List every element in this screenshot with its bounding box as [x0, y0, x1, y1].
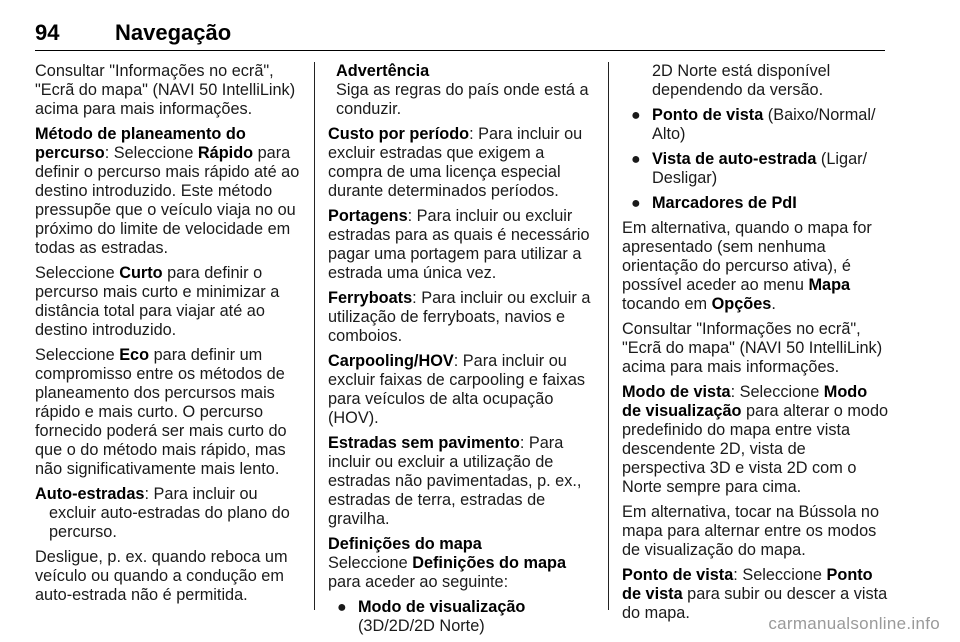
paragraph: Em alternativa, quando o mapa for apresentado (sem nenhuma orientação do percurso ativa), é possível aceder ao menu Mapa tocando em Opções.	[622, 219, 872, 313]
list-item	[622, 194, 890, 213]
term: Ponto de vista	[652, 106, 764, 124]
watermark: carmanualsonline.info	[768, 614, 940, 633]
paragraph: Portagens: Para incluir ou excluir estradas para as quais é necessário pagar uma portagem para utilizar a estrada uma única vez.	[328, 207, 590, 282]
page-header	[35, 0, 885, 51]
column-divider-2	[608, 62, 609, 610]
paragraph: Consultar "Informações no ecrã", "Ecrã do mapa" (NAVI 50 IntelliLink) acima para mais informações.	[622, 320, 883, 376]
term: Vista de auto-estrada	[652, 150, 817, 168]
paragraph: Ferryboats: Para incluir ou excluir a utilização de ferryboats, navios e comboios.	[328, 289, 591, 345]
option-name: Modo de visualização	[622, 383, 868, 420]
menu-name: Mapa	[808, 276, 851, 294]
section-title: Navegação	[115, 20, 232, 45]
paragraph: Desligue, p. ex. quando reboca um veículo ou quando a condução em auto-estrada não é permitida.	[35, 548, 288, 604]
paragraph: Custo por período: Para incluir ou excluir estradas que exigem a compra de uma licença especial durante determinados períodos.	[328, 125, 583, 200]
bullet-icon: ●	[631, 195, 641, 212]
bullet-icon: ●	[631, 107, 641, 124]
term: Custo por período	[328, 125, 470, 143]
paragraph: Método de planeamento do percurso: Seleccione Rápido para definir o percurso mais rápido até ao destino introduzido. Este método pressupõe que o veículo viaja no ou próximo do limite de velocidade em todas as estradas.	[35, 125, 300, 257]
list-item-continuation: 2D Norte está disponível dependendo da versão.	[652, 62, 831, 99]
column-2	[328, 62, 594, 642]
term: Marcadores de PdI	[652, 194, 797, 212]
term: Portagens	[328, 207, 408, 225]
paragraph: Seleccione Curto para definir o percurso mais curto e minimizar a distância total para viajar até ao destino introduzido.	[35, 264, 280, 339]
term: Carpooling/HOV	[328, 352, 454, 370]
paragraph: Seleccione Definições do mapa para aceder ao seguinte:	[328, 554, 566, 591]
term: Modo de vista	[622, 383, 731, 401]
subsection-title: Definições do mapa	[328, 535, 482, 553]
option-name: Curto	[119, 264, 163, 282]
paragraph: Modo de vista: Seleccione Modo de visualização para alterar o modo predefinido do mapa entre vista descendente 2D, vista de perspectiva 3D e vista 2D com o Norte sempre para cima.	[622, 383, 889, 496]
term: Modo de visualização	[358, 598, 526, 616]
list-item: ● Ponto de vista (Baixo/Normal/ Alto)	[631, 106, 876, 143]
term: Estradas sem pavimento	[328, 434, 520, 452]
menu-name: Opções	[711, 295, 772, 313]
option-name: Rápido	[197, 144, 254, 162]
list-item: ● Vista de auto-estrada (Ligar/ Desligar)	[631, 150, 868, 187]
paragraph: Consultar "Informações no ecrã", "Ecrã do mapa" (NAVI 50 IntelliLink) acima para mais informações.	[35, 62, 296, 118]
warning-title: Advertência	[336, 62, 430, 80]
bullet-icon: ●	[337, 599, 347, 616]
paragraph: Em alternativa, tocar na Bússola no mapa para alternar entre os modos de visualização do mapa.	[622, 503, 880, 559]
term: Método de planeamento do percurso	[35, 125, 246, 162]
menu-name: Definições do mapa	[412, 554, 566, 572]
list-item: ● Modo de visualização (3D/2D/2D Norte)	[337, 598, 526, 635]
term: Ponto de vista	[622, 566, 734, 584]
paragraph: Ponto de vista: Seleccione Ponto de vista para subir ou descer a vista do mapa.	[622, 566, 888, 622]
paragraph: Auto-estradas: Para incluir ou excluir auto-estradas do plano do percurso.	[35, 485, 290, 541]
column-3	[622, 62, 890, 629]
column-divider-1	[314, 62, 315, 610]
term: Ferryboats	[328, 289, 413, 307]
column-1	[35, 62, 300, 611]
term: Auto-estradas	[35, 485, 145, 503]
page-number: 94	[35, 20, 60, 45]
paragraph: Carpooling/HOV: Para incluir ou excluir faixas de carpooling e faixas para veículos de alta ocupação (HOV).	[328, 352, 586, 427]
bullet-icon: ●	[631, 151, 641, 168]
option-name: Ponto de vista	[622, 566, 873, 603]
warning-body: Siga as regras do país onde está a conduzir.	[336, 81, 589, 118]
paragraph: Seleccione Eco para definir um compromisso entre os métodos de planeamento dos percursos mais rápido e mais curto. O percurso fornecido poderá ser mais curto do que o do método mais rápido, mas não significativamente mais lento.	[35, 346, 287, 478]
paragraph: Estradas sem pavimento: Para incluir ou excluir a utilização de estradas não pavimentadas, p. ex., estradas de terra, estradas de gravilha.	[328, 434, 582, 528]
option-name: Eco	[119, 346, 150, 364]
